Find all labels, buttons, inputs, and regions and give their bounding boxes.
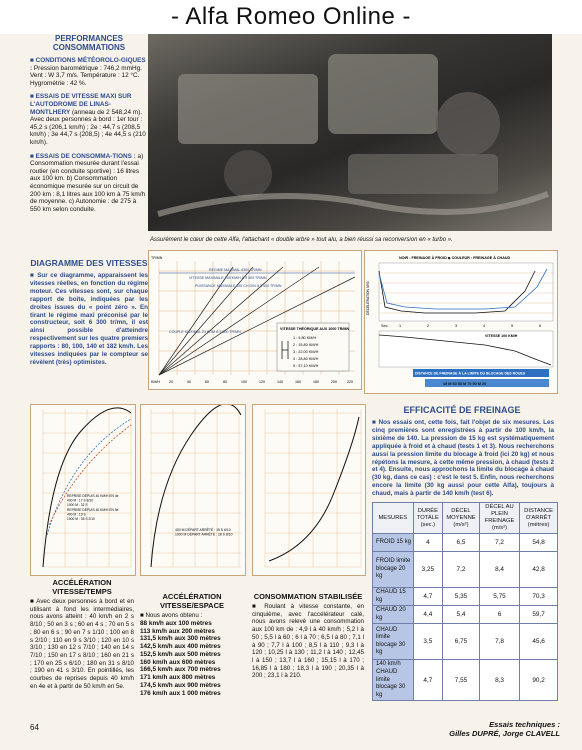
cell: 7,2 bbox=[443, 552, 480, 588]
brake-x-tick: 4 bbox=[483, 324, 486, 328]
table-row bbox=[373, 588, 558, 606]
conditions-text: Pression barométrique : 746,2 mmHg. Vent : W 3,7 m/s. Température : 12 °C. Hygrométrie : 42 %. bbox=[30, 64, 142, 87]
col-header: DURÉE TOTALE (sec.) bbox=[413, 503, 442, 534]
speed-x-tick: 120 bbox=[259, 380, 265, 384]
cell: 5,75 bbox=[479, 588, 519, 606]
cell: 90,2 bbox=[520, 660, 558, 701]
distance-label: DISTANCE DE FREINAGE À LA LIMITE DU BLOCAGE DES ROUES bbox=[415, 371, 526, 376]
distance-values: 45 M 60 58 M 70 90 M 20 bbox=[443, 382, 487, 386]
brake-y-label: DÉCÉLÉRATION M/S² bbox=[366, 280, 370, 315]
space-row: 152,5 km/h aux 500 mètres bbox=[140, 650, 221, 658]
speed-x-tick: 140 bbox=[277, 380, 283, 384]
space-row: 174,5 km/h aux 900 mètres bbox=[140, 682, 221, 690]
speed-x-tick: 220 bbox=[347, 380, 353, 384]
accel-annotation: REPRISE DEPUIS 40 KM/H EN 4e 400 M : 17 S 8/10 1000 M : 32 S REPRISE DEPUIS 40 KM/H EN 5e 400 M : 19 S 1000 M : 35 S 2/10 bbox=[67, 494, 119, 521]
cell: 45,6 bbox=[520, 624, 558, 660]
photo-caption: Assurément le cœur de cette Alfa, l'attachant « double arbre » tout alu, a bien réussi sa reconversion en « turbo ». bbox=[150, 237, 453, 243]
cell: 7,55 bbox=[443, 660, 480, 701]
footer-credit bbox=[420, 720, 560, 738]
page-number: 64 bbox=[30, 723, 39, 732]
legend-row: 1 : 9,80 KM/H bbox=[293, 336, 317, 340]
space-row: 131,5 km/h aux 300 mètres bbox=[140, 635, 221, 643]
diagram-text: ■ Sur ce diagramme, apparaissent les vitesses réelles, en fonction du régime moteur. Ces vitesses sont, sur chaque rapport de boîte, indiquées par les droites issues du « point zéro ». En tirant le régime maxi préconisé par le constructeur, soit 6 300 tr/mn, il est ainsi possible d'atteindre respectivement sur les quatre premiers rapports : 80, 100, 140 et 182 km/h. Les vitesses indiquées par le compteur se révèlent (très) optimistes. bbox=[30, 272, 148, 366]
col-header: MESURES bbox=[373, 503, 414, 534]
diagram-title: DIAGRAMME DES VITESSES bbox=[30, 258, 148, 268]
speed-x-label: KM/H bbox=[151, 380, 160, 384]
speed-diagram-chart bbox=[148, 250, 362, 390]
cell: 5,35 bbox=[443, 588, 480, 606]
speed-x-tick: 100 bbox=[241, 380, 247, 384]
legend-row: 2 : 15,80 KM/H bbox=[293, 343, 319, 347]
space-row: 160 km/h aux 600 mètres bbox=[140, 658, 216, 666]
credit-line: Gilles DUPRÉ, Jorge CLAVELL bbox=[449, 729, 560, 738]
accel-space-caption-title: ACCÉLÉRATION VITESSE/ESPACE bbox=[159, 592, 225, 610]
cell: 3,25 bbox=[413, 552, 442, 588]
col-header: DISTANCE D'ARRÊT (mètres) bbox=[520, 503, 558, 534]
essais-title: ■ ESSAIS DE VITESSE MAXI SUR L'AUTODROME DE LINAS-MONTLHERY bbox=[30, 93, 132, 116]
brake-x-tick: 1 bbox=[399, 324, 402, 328]
essais-section bbox=[30, 93, 148, 146]
accel-time-caption-text: ■ Avec deux personnes à bord et en utilisant à fond les intermédiaires, nous avons atteint : 40 km/h en 2 s 8/10 ; 50 en 3 s ; 60 en 4 s ; 70 en 5 s ; 80 en 6 s ; 90 en 7 s 1/10 ; 100 en 8 s 2/10 ; 110 en 9 s 3/10 ; 120 en 10 s 3/10 ; 130 en 12 s 7/10 ; 140 en 14 s 7/10 ; 150 en 17 s 8/10 ; 160 en 21 s ; 170 en 25 s 6/10 ; 180 en 31 s 8/10 ; 190 en 41 s 3/10. En pointillés, les courbes de reprises depuis 40 km/h en 4e et à partir de 50 km/h en 5e. bbox=[30, 598, 134, 690]
brake-x-tick: 3 bbox=[455, 324, 458, 328]
col-header: DÉCEL MOYENNE (m/s²) bbox=[443, 503, 480, 534]
cell: 8,4 bbox=[479, 552, 519, 588]
speed-100-label: VITESSE 100 KM/H bbox=[485, 334, 518, 338]
space-row: 166,5 km/h aux 700 mètres bbox=[140, 666, 221, 674]
braking-chart-svg bbox=[365, 251, 557, 393]
braking-chart-title: NOIR : FREINAGE À FROID ◆ COULEUR : FREINAGE À CHAUD bbox=[399, 256, 511, 260]
cell: 4,4 bbox=[413, 606, 442, 624]
accel-time-caption-title: ACCÉLÉRATION VITESSE/TEMPS bbox=[52, 578, 112, 596]
conso-title: ■ ESSAIS DE CONSOMMA-TIONS : bbox=[30, 152, 136, 160]
credit-line: Essais techniques : bbox=[489, 720, 560, 729]
cell: 4,7 bbox=[413, 588, 442, 606]
cell: 6 bbox=[479, 606, 519, 624]
site-banner: - Alfa Romeo Online - bbox=[0, 0, 582, 34]
brake-section-text: ■ Nos essais ont, cette fois, fait l'objet de six mesures. Les cinq premières sont enregistrées à partir de 100 km/h, la sixième de 140. La pression de 15 kg est systématiquement appliquée à froid et à chaud (tests 1 et 3). Nous recherchons aussi la pression limite du blocage à froid (ici 20 kg) et nous répétons la mesure, à cette même pression, à chaud (tests 2 et 4). Ensuite, nous approchons la limite du blocage à chaud (30 kg, dans ce cas) : c'est le test 5. Enfin, nous recherchons encore la limite (30 kg aussi pour cette Alfa), toujours à chaud, mais à partir de 140 km/h (test 6). bbox=[372, 419, 554, 498]
consumption-caption-title: CONSOMMATION STABILISÉE bbox=[253, 592, 363, 601]
performances-column bbox=[30, 34, 148, 219]
table-row bbox=[373, 624, 558, 660]
table-row bbox=[373, 660, 558, 701]
table-row bbox=[373, 534, 558, 552]
cell: 7,8 bbox=[479, 624, 519, 660]
engine-illustration bbox=[148, 34, 552, 231]
table-row bbox=[373, 606, 558, 624]
speed-x-tick: 20 bbox=[169, 380, 173, 384]
conditions-title: ■ CONDITIONS MÉTÉOROLO-GIQUES : bbox=[30, 57, 146, 72]
speed-x-tick: 160 bbox=[295, 380, 301, 384]
accel-space-caption bbox=[140, 592, 244, 698]
essais-text: (anneau de 2 548,24 m). Avec deux personnes à bord : 1er tour : 45,2 s (206,1 km/h) ; 2e : 44,7 s (208,5 km/h) ; 3e 44,7 s (208,5) ; 4e 44,5 s (210 km/h). bbox=[30, 108, 146, 146]
cell: 6,5 bbox=[443, 534, 480, 552]
speed-y-label: TR/MN bbox=[151, 256, 163, 260]
puissance-label: PUISSANCE MAXIMALE 155 CH DIN À 5 500 TR/MN bbox=[195, 284, 282, 288]
vmax-label: VITESSE MAXIMALE 209 KM/H À 5 500 TR/MN bbox=[189, 276, 267, 280]
cell: 54,8 bbox=[520, 534, 558, 552]
speed-x-tick: 180 bbox=[313, 380, 319, 384]
cell: 5,4 bbox=[443, 606, 480, 624]
accel-time-svg bbox=[31, 405, 135, 575]
cell: 6,75 bbox=[443, 624, 480, 660]
speed-x-tick: 80 bbox=[223, 380, 227, 384]
speed-diagram-svg bbox=[149, 251, 361, 389]
space-row: 171 km/h aux 800 mètres bbox=[140, 674, 216, 682]
speed-x-tick: 60 bbox=[205, 380, 209, 384]
space-rows bbox=[140, 620, 244, 698]
speed-x-tick: 200 bbox=[331, 380, 337, 384]
couple-label: COUPLE MAXIMAL 23 KGM À 2 500 TR/MN bbox=[169, 330, 241, 334]
legend-row: 4 : 28,80 KM/H bbox=[293, 357, 319, 361]
consumption-svg bbox=[253, 405, 365, 575]
accel-space-svg bbox=[141, 405, 245, 575]
cell: 4 bbox=[413, 534, 442, 552]
row-label: 140 km/h CHAUD limite blocage 30 kg bbox=[373, 660, 414, 701]
consumption-caption bbox=[252, 592, 364, 680]
brake-x-tick: 6 bbox=[539, 324, 542, 328]
brake-x-tick: 5 bbox=[511, 324, 514, 328]
conso-text: a) Consommation mesurée durant l'essai routier (en conduite sportive) : 16 litres aux 100 km. b) Consommation économique mesurée sur un circuit de 200 km : 8,1 litres aux 100 km à 75 km/h de moyenne. c) Autonomie : de 275 à 550 km selon conduite. bbox=[30, 152, 146, 213]
space-annotation: 400 M DÉPART ARRÊTÉ : 15 S 6/10 1000 M DÉPART ARRÊTÉ : 28 S 8/10 bbox=[175, 528, 233, 537]
space-curve bbox=[151, 405, 241, 567]
speed-x-tick: 40 bbox=[187, 380, 191, 384]
row-label: FROID limite blocage 20 kg bbox=[373, 552, 414, 588]
braking-chart bbox=[364, 250, 558, 394]
consumption-caption-text: ■ Roulant à vitesse constante, en cinquième, avec l'accélérateur calé, nous avons relevé une consommation aux 100 km de : 4,9 l à 40 km/h ; 5,2 l à 50 ; 5,5 l à 60 ; 6 l à 70 ; 6,5 l à 80 ; 7,1 l à 90 ; 7,7 l à 100 ; 8,5 l à 110 ; 9,3 l à 120 ; 10,25 l à 130 ; 11,2 l à 140 ; 12,45 l à 150 ; 13,7 l à 160 ; 15,15 l à 170 ; 16,85 l à 180 ; 18,3 l à 190 ; 20,35 l à 200 ; 23,1 l à 210. bbox=[252, 603, 364, 680]
cell: 42,8 bbox=[520, 552, 558, 588]
brake-x-tick: 2 bbox=[427, 324, 430, 328]
space-row: 176 km/h aux 1 000 mètres bbox=[140, 689, 221, 697]
accel-space-caption-intro: ■ Nous avons obtenu : bbox=[140, 612, 203, 619]
space-row: 88 km/h aux 100 mètres bbox=[140, 619, 212, 627]
cell: 59,7 bbox=[520, 606, 558, 624]
engine-photo bbox=[148, 34, 552, 231]
consumption-chart bbox=[252, 404, 366, 576]
brake-table bbox=[372, 502, 558, 701]
seconds-label: Sec. bbox=[381, 324, 389, 328]
cell: 70,3 bbox=[520, 588, 558, 606]
row-label: CHAUD 15 kg bbox=[373, 588, 414, 606]
row-label: FROID 15 kg bbox=[373, 534, 414, 552]
cell: 8,3 bbox=[479, 660, 519, 701]
consumption-curve bbox=[269, 417, 359, 561]
legend-row: 5 : 37,10 KM/H bbox=[293, 364, 319, 368]
regime-label: RÉGIME MAXIMAL 6300 TR/MN bbox=[209, 268, 262, 272]
accel-space-chart bbox=[140, 404, 246, 576]
col-header: DÉCEL AU PLEIN FREINAGE (m/s²) bbox=[479, 503, 519, 534]
accel-time-caption bbox=[30, 578, 134, 690]
speed-legend-title: VITESSE THÉORIQUE AUX 1000 TR/MN bbox=[280, 327, 350, 331]
performances-title: PERFORMANCES CONSOMMATIONS bbox=[52, 34, 126, 52]
row-label: CHAUD limite blocage 30 kg bbox=[373, 624, 414, 660]
conditions-section bbox=[30, 57, 148, 87]
cell: 7,2 bbox=[479, 534, 519, 552]
brake-table-header bbox=[373, 503, 558, 534]
accel-time-chart bbox=[30, 404, 136, 576]
space-row: 142,5 km/h aux 400 mètres bbox=[140, 643, 221, 651]
cell: 4,7 bbox=[413, 660, 442, 701]
space-row: 113 km/h aux 200 mètres bbox=[140, 627, 215, 635]
row-label: CHAUD 20 kg bbox=[373, 606, 414, 624]
brake-section-title: EFFICACITÉ DE FREINAGE bbox=[403, 405, 521, 415]
diagram-block bbox=[30, 258, 148, 367]
legend-row: 3 : 22,00 KM/H bbox=[293, 350, 319, 354]
table-row bbox=[373, 552, 558, 588]
cell: 3,5 bbox=[413, 624, 442, 660]
conso-section bbox=[30, 153, 148, 214]
